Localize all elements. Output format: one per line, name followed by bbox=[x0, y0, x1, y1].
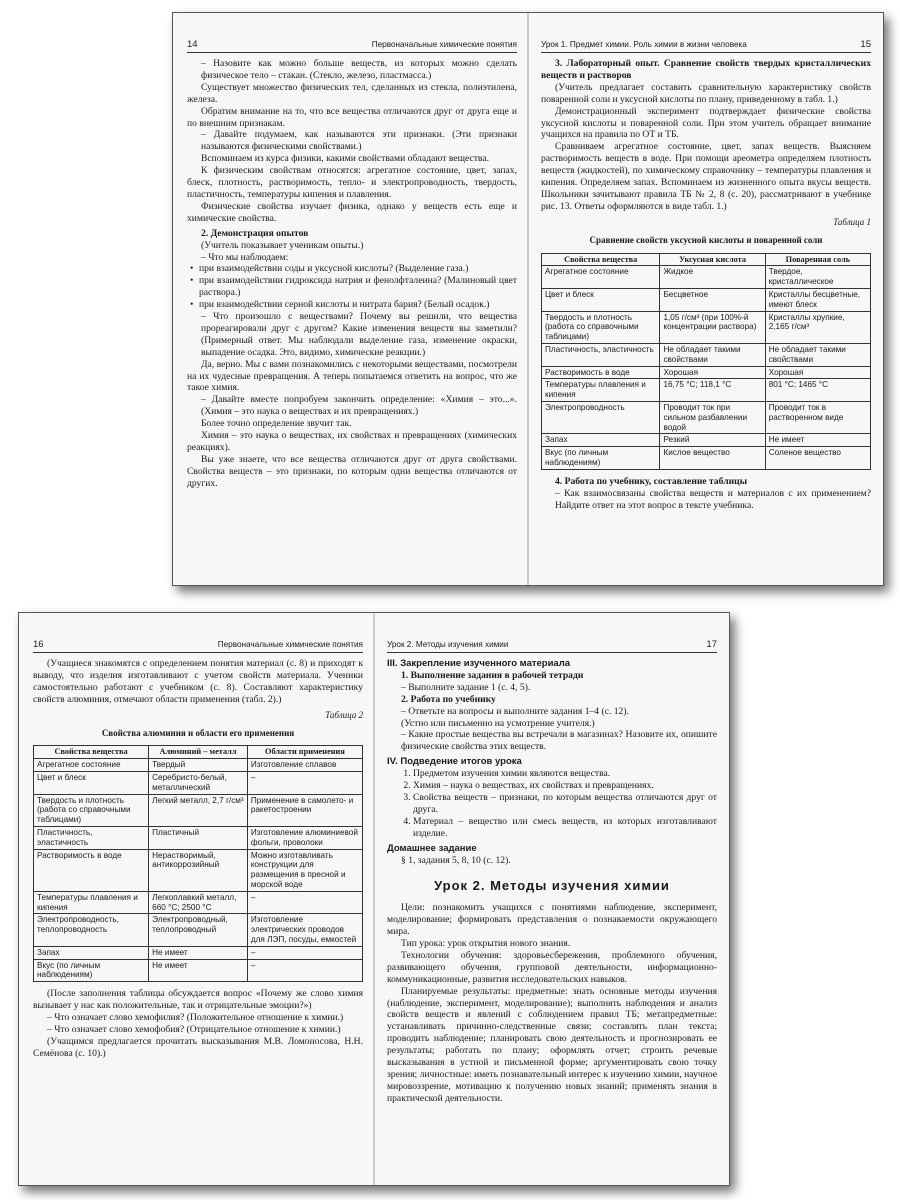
paragraph: Физические свойства изучает физика, однако у веществ есть еще и химические свойства. bbox=[187, 200, 517, 224]
paragraph: – Назовите как можно больше веществ, из которых можно сделать физическое тело – стакан. (Стекло, железо, пластмасса.) bbox=[201, 58, 517, 81]
table-cell: Легкий металл, 2,7 г/см³ bbox=[149, 794, 248, 826]
list-item: 1. Предметом изучения химии являются вещества. bbox=[413, 768, 717, 780]
table-row bbox=[542, 288, 871, 311]
table-cell: Не обладает такими свойствами bbox=[765, 343, 870, 366]
table-cell: Электропроводность bbox=[542, 401, 660, 433]
table-cell: Вкус (по личным наблюдениям) bbox=[34, 959, 149, 982]
subsection-heading: 2. Работа по учебнику bbox=[401, 693, 496, 705]
running-header bbox=[187, 37, 517, 53]
paragraph: – Что мы наблюдаем: bbox=[201, 251, 289, 263]
table-cell: Можно изготавливать конструкции для размещения в пресной и морской воде bbox=[247, 849, 362, 891]
table-cell: Проводит ток при сильном разбавлении водой bbox=[660, 401, 765, 433]
table-row bbox=[542, 311, 871, 343]
table-cell: Легкоплавкий металл, 660 °С; 2500 °С bbox=[149, 891, 248, 914]
table-row bbox=[34, 794, 363, 826]
section-heading: 2. Демонстрация опытов bbox=[201, 227, 309, 239]
table-cell: Электропроводный, теплопроводный bbox=[149, 914, 248, 946]
table-row bbox=[34, 914, 363, 946]
table-cell: Не имеет bbox=[149, 959, 248, 982]
page-15 bbox=[541, 13, 871, 585]
paragraph: (Учащимся предлагается прочитать высказывания М.В. Ломоносова, Н.Н. Семёнова (с. 10).) bbox=[33, 1035, 363, 1059]
table-row bbox=[34, 759, 363, 772]
table-header-cell: Области применения bbox=[247, 746, 362, 759]
table-row bbox=[34, 891, 363, 914]
page-17 bbox=[387, 613, 717, 1185]
paragraph: – Что означает слово хемофобия? (Отрицательное отношение к химии.) bbox=[47, 1023, 341, 1035]
paragraph: – Давайте вместе попробуем закончить определение: «Химия – это...». (Химия – это наука о веществах и их превращениях.) bbox=[201, 394, 517, 418]
table-cell: Температуры плавления и кипения bbox=[542, 379, 660, 402]
running-header bbox=[387, 637, 717, 653]
table-cell: Электропроводность, теплопроводность bbox=[34, 914, 149, 946]
subsection-heading: 1. Выполнение задания в рабочей тетради bbox=[401, 669, 584, 681]
paragraph: Демонстрационный эксперимент подтверждает физические свойства уксусной кислоты и поваренной соли. При этом учитель обращает внимание учащихся на правила по ОТ и ТБ. bbox=[541, 105, 871, 141]
table-cell: Пластичный bbox=[149, 827, 248, 850]
page-number: 15 bbox=[860, 39, 871, 51]
table-cell: Твердый bbox=[149, 759, 248, 772]
table-header-cell: Свойства вещества bbox=[34, 746, 149, 759]
book-spread-top bbox=[172, 12, 884, 586]
table-title: Сравнение свойств уксусной кислоты и поваренной соли bbox=[589, 234, 823, 245]
running-header bbox=[541, 37, 871, 53]
section-heading: III. Закрепление изученного материала bbox=[387, 658, 571, 669]
table-cell: Кислое вещество bbox=[660, 447, 765, 470]
list-item: 2. Химия – наука о веществах, их свойствах и превращениях. bbox=[413, 780, 717, 792]
list-item: 4. Материал – вещество или смесь веществ, из которых изготавливают изделие. bbox=[413, 816, 717, 840]
bullet-item: • при взаимодействии гидроксида натрия и фенолфталеина? (Малиновый цвет раствора.) bbox=[187, 275, 517, 299]
table-row bbox=[34, 849, 363, 891]
table-cell: Вкус (по личным наблюдениям) bbox=[542, 447, 660, 470]
lesson-title: Урок 2. Методы изучения химии bbox=[434, 878, 670, 894]
table-cell: Не имеет bbox=[149, 946, 248, 959]
table-row bbox=[34, 772, 363, 795]
table-row bbox=[34, 946, 363, 959]
paragraph: Сравниваем агрегатное состояние, цвет, запах веществ. Выясняем растворимость веществ в воде. При помощи ареометра определяем плотность веществ (жидкостей), по химическому справочнику – температуры плавления и кипения. Определяем запах. Вспоминаем из жизненного опыта вкусы веществ. Школьники зачитывают правила ТБ № 2, 8 (с. 20), рассматривают в учебнике рис. 13. Ответы оформляются в виде табл. 1.) bbox=[541, 141, 871, 212]
table-cell: 1,05 г/см³ (при 100%-й концентрации раствора) bbox=[660, 311, 765, 343]
paragraph: (Учитель предлагает составить сравнительную характеристику свойств поваренной соли и уксусной кислоты по плану, приведенному в табл. 1.) bbox=[541, 81, 871, 105]
table-cell: Кристаллы хрупкие, 2,165 г/см³ bbox=[765, 311, 870, 343]
table-cell: Бесцветное bbox=[660, 288, 765, 311]
summary-list bbox=[387, 768, 717, 839]
table-header-cell: Уксусная кислота bbox=[660, 253, 765, 266]
paragraph: – Что произошло с веществами? Почему вы решили, что вещества прореагировали друг с другом? Какие изменения веществ вы заметили? (Примерный ответ. Мы наблюдали выделение газа, изменение окраски, выпадение осадка. Это, видимо, химические реакции.) bbox=[201, 311, 517, 358]
table-row bbox=[542, 401, 871, 433]
table-cell: Хорошая bbox=[765, 366, 870, 379]
page-number: 14 bbox=[187, 39, 198, 51]
table-cell: 801 °С; 1465 °С bbox=[765, 379, 870, 402]
table-cell: Твердое, кристаллическое bbox=[765, 266, 870, 289]
table-aluminium bbox=[33, 745, 363, 982]
table-cell: Цвет и блеск bbox=[542, 288, 660, 311]
paragraph: – Какие простые вещества вы встречали в магазинах? Назовите их, опишите физические свойства этих веществ. bbox=[401, 729, 717, 753]
table-cell: Изготовление сплавов bbox=[247, 759, 362, 772]
paragraph: – Выполните задание 1 (с. 4, 5). bbox=[401, 681, 531, 693]
table-cell: Кристаллы бесцветные, имеют блеск bbox=[765, 288, 870, 311]
table-cell: Температуры плавления и кипения bbox=[34, 891, 149, 914]
header-title: Первоначальные химические понятия bbox=[371, 40, 517, 50]
table-cell: – bbox=[247, 891, 362, 914]
paragraph: (Учащиеся знакомятся с определением понятия материал (с. 8) и приходят к выводу, что изделия изготавливают с учетом свойств материала. Ученики самостоятельно работают с учебником (с. 8). Составляют характеристику свойств алюминия, отмечают области применения (табл. 2).) bbox=[33, 658, 363, 705]
paragraph: – Как взаимосвязаны свойства веществ и материалов с их применением? Найдите ответ на этот вопрос в тексте учебника. bbox=[555, 487, 871, 511]
table-cell: 16,75 °С; 118,1 °С bbox=[660, 379, 765, 402]
paragraph: – Что означает слово хемофилия? (Положительное отношение к химии.) bbox=[47, 1011, 344, 1023]
table-cell: Проводит ток в растворенном виде bbox=[765, 401, 870, 433]
paragraph: Вы уже знаете, что все вещества отличаются друг от друга свойствами. Свойства веществ – это признаки, по которым одни вещества отличаются от других. bbox=[187, 453, 517, 489]
paragraph: Цели: познакомить учащихся с понятиями наблюдение, эксперимент, моделирование; формировать представления о познаваемости окружающего мира. bbox=[387, 902, 717, 938]
table-cell: Твердость и плотность (работа со справочными таблицами) bbox=[542, 311, 660, 343]
table-caption: Таблица 2 bbox=[325, 709, 363, 720]
section-heading: 4. Работа по учебнику, составление таблицы bbox=[555, 475, 748, 487]
table-caption: Таблица 1 bbox=[833, 216, 871, 227]
table-cell: Пластичность, эластичность bbox=[542, 343, 660, 366]
paragraph: – Давайте подумаем, как называются эти признаки. (Эти признаки называются физическими свойствами.) bbox=[201, 129, 517, 153]
paragraph: Более точно определение звучит так. bbox=[201, 418, 352, 430]
section-heading: IV. Подведение итогов урока bbox=[387, 756, 522, 768]
table-cell: Соленое вещество bbox=[765, 447, 870, 470]
table-cell: – bbox=[247, 959, 362, 982]
paragraph: (После заполнения таблицы обсуждается вопрос «Почему же слово химия вызывает у нас как положительные, так и отрицательные эмоции?») bbox=[33, 988, 363, 1012]
table-cell: Цвет и блеск bbox=[34, 772, 149, 795]
paragraph: Обратим внимание на то, что все вещества отличаются друг от друга еще и по внешним признакам. bbox=[187, 105, 517, 129]
table-row bbox=[542, 266, 871, 289]
table-row bbox=[542, 366, 871, 379]
section-heading: 3. Лабораторный опыт. Сравнение свойств твердых кристаллических веществ и растворов bbox=[541, 58, 871, 81]
paragraph: Тип урока: урок открытия нового знания. bbox=[401, 938, 571, 950]
table-cell: Не обладает такими свойствами bbox=[660, 343, 765, 366]
table-cell: Пластичность, эластичность bbox=[34, 827, 149, 850]
spine-gutter bbox=[527, 13, 529, 585]
table-cell: Растворимость в воде bbox=[34, 849, 149, 891]
table-cell: Не имеет bbox=[765, 434, 870, 447]
table-row bbox=[542, 343, 871, 366]
paragraph: Планируемые результаты: предметные: знать основные методы изучения (наблюдение, эксперимент, моделирование); выполнять наблюдения и анализ свойств веществ и явлений с соблюдением правил ТБ; метапредметные: устанавливать причинно-следственные связи; составлять план текста; проводить наблюдение; планировать свою деятельность и прогнозировать ее результаты; работать по плану; оформлять отчет; строить речевые высказывания в устной и письменной форме; аргументировать свою точку зрения; личностные: иметь познавательный интерес к изучению химии, научное мировоззрение, мотивацию к получению новых знаний; применять знания в практической деятельности. bbox=[387, 985, 717, 1104]
table-cell: Серебристо-белый, металлический bbox=[149, 772, 248, 795]
bullet-item: • при взаимодействии соды и уксусной кислоты? (Выделение газа.) bbox=[187, 263, 517, 275]
table-row bbox=[34, 959, 363, 982]
table-cell: Запах bbox=[34, 946, 149, 959]
paragraph: Технологии обучения: здоровьесбережения, проблемного обучения, развивающего обучения, групповой деятельности, информационно-коммуникационные, развития исследовательских навыков. bbox=[387, 949, 717, 985]
table-header-cell: Поваренная соль bbox=[765, 253, 870, 266]
spine-gutter bbox=[373, 613, 375, 1185]
table-header-cell: Свойства вещества bbox=[542, 253, 660, 266]
paragraph: Существует множество физических тел, сделанных из стекла, полиэтилена, железа. bbox=[187, 81, 517, 105]
paragraph: К физическим свойствам относятся: агрегатное состояние, цвет, запах, блеск, плотность, растворимость, тепло- и электропроводность, твердость, пластичность, температуры кипения и плавления. bbox=[187, 165, 517, 200]
table-cell: Изготовление алюминиевой фольги, проволоки bbox=[247, 827, 362, 850]
table-cell: Нерастворимый, антикоррозийный bbox=[149, 849, 248, 891]
table-row bbox=[34, 827, 363, 850]
table-cell: Применение в самолето- и ракетостроении bbox=[247, 794, 362, 826]
table-header-cell: Алюминий – металл bbox=[149, 746, 248, 759]
paragraph: Вспоминаем из курса физики, какими свойствами обладают вещества. bbox=[201, 153, 489, 165]
table-cell: Агрегатное состояние bbox=[542, 266, 660, 289]
header-title: Урок 1. Предмет химии. Роль химии в жизни человека bbox=[541, 40, 747, 50]
table-row bbox=[542, 447, 871, 470]
running-header bbox=[33, 637, 363, 653]
page-14 bbox=[187, 13, 517, 585]
book-spread-bottom bbox=[18, 612, 730, 1186]
table-title: Свойства алюминия и области его применения bbox=[101, 727, 295, 738]
homework-heading: Домашнее задание bbox=[387, 842, 477, 854]
table-row bbox=[542, 379, 871, 402]
list-item: 3. Свойства веществ – признаки, по которым вещества отличаются друг от друга. bbox=[413, 792, 717, 816]
table-cell: Резкий bbox=[660, 434, 765, 447]
table-cell: Хорошая bbox=[660, 366, 765, 379]
paragraph: (Устно или письменно на усмотрение учителя.) bbox=[401, 717, 595, 729]
paragraph: Да, верно. Мы с вами познакомились с некоторыми веществами, посмотрели на их чудесные превращения. А теперь попытаемся ответить на вопрос, что же такое химия. bbox=[187, 358, 517, 394]
paragraph: – Ответьте на вопросы и выполните задания 1–4 (с. 12). bbox=[401, 705, 629, 717]
table-cell: Растворимость в воде bbox=[542, 366, 660, 379]
paragraph: § 1, задания 5, 8, 10 (с. 12). bbox=[401, 854, 511, 866]
table-cell: Изготовление электрических проводов для ЛЭП, посуды, емкостей bbox=[247, 914, 362, 946]
paragraph: (Учитель показывает ученикам опыты.) bbox=[201, 239, 364, 251]
page-number: 16 bbox=[33, 639, 44, 651]
header-title: Урок 2. Методы изучения химии bbox=[387, 640, 509, 650]
bullet-item: • при взаимодействии серной кислоты и нитрата бария? (Белый осадок.) bbox=[187, 299, 517, 311]
page-number: 17 bbox=[706, 639, 717, 651]
definition: Химия – это наука о веществах, их свойствах и превращениях (химических реакциях). bbox=[187, 430, 517, 453]
table-cell: Запах bbox=[542, 434, 660, 447]
table-acid-salt bbox=[541, 253, 871, 470]
table-cell: Твердость и плотность (работа со справочными таблицами) bbox=[34, 794, 149, 826]
table-row bbox=[542, 434, 871, 447]
page-16 bbox=[33, 613, 363, 1185]
header-title: Первоначальные химические понятия bbox=[217, 640, 363, 650]
table-cell: – bbox=[247, 772, 362, 795]
table-cell: – bbox=[247, 946, 362, 959]
table-cell: Жидкое bbox=[660, 266, 765, 289]
table-cell: Агрегатное состояние bbox=[34, 759, 149, 772]
